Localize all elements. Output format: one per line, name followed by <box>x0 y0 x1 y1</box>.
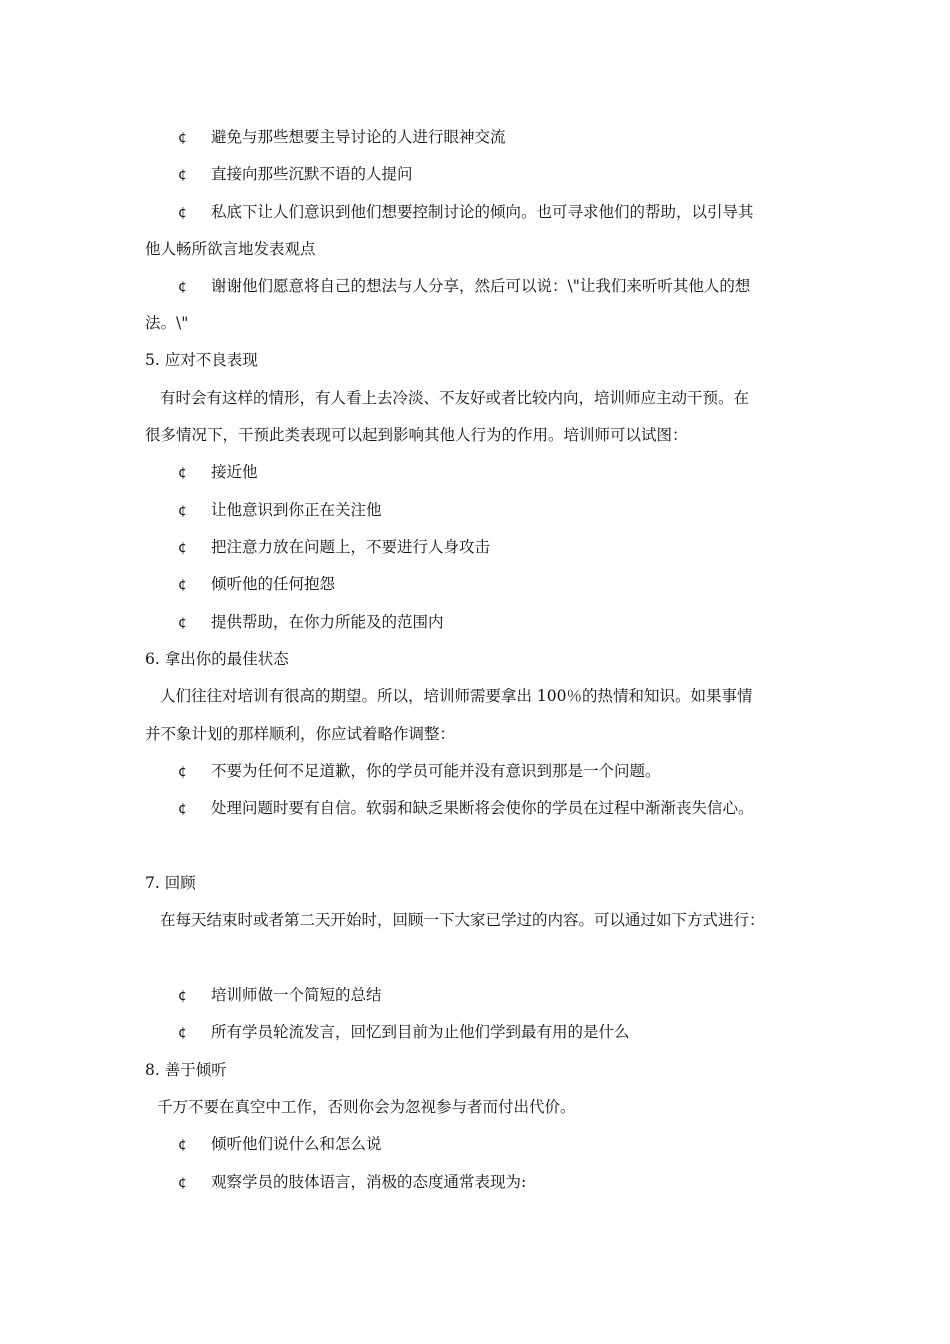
list-item <box>178 1172 526 1193</box>
list-item <box>178 500 382 521</box>
list-item-text: 直接向那些沉默不语的人提问 <box>211 165 413 183</box>
paragraph: 在每天结束时或者第二天开始时，回顾一下大家已学过的内容。可以通过如下方式进行： <box>160 911 765 929</box>
bullet-icon: ¢ <box>178 1137 187 1153</box>
list-item-text: 处理问题时要有自信。软弱和缺乏果断将会使你的学员在过程中渐渐丧失信心。 <box>211 799 754 817</box>
paragraph: 千万不要在真空中工作，否则你会为忽视参与者而付出代价。 <box>157 1098 576 1116</box>
list-item-continuation: 他人畅所欲言地发表观点 <box>145 240 316 258</box>
list-item-text: 把注意力放在问题上，不要进行人身攻击 <box>211 538 491 556</box>
bullet-icon: ¢ <box>178 279 187 295</box>
list-item-text: 谢谢他们愿意将自己的想法与人分享，然后可以说：\"让我们来听听其他人的想 <box>211 277 751 295</box>
section-heading-5: 5. 应对不良表现 <box>145 351 258 369</box>
list-item <box>178 798 754 819</box>
bullet-icon: ¢ <box>178 577 187 593</box>
bullet-icon: ¢ <box>178 1025 187 1041</box>
list-item <box>178 462 258 483</box>
bullet-icon: ¢ <box>178 503 187 519</box>
list-item-text: 让他意识到你正在关注他 <box>211 501 382 519</box>
bullet-icon: ¢ <box>178 801 187 817</box>
list-item-continuation: 法。\" <box>145 314 189 332</box>
bullet-icon: ¢ <box>178 988 187 1004</box>
list-item <box>178 164 413 185</box>
list-item <box>178 574 335 595</box>
bullet-icon: ¢ <box>178 167 187 183</box>
list-item <box>178 1134 382 1155</box>
list-item <box>178 537 490 558</box>
list-item-text: 私底下让人们意识到他们想要控制讨论的倾向。也可寻求他们的帮助，以引导其 <box>211 203 754 221</box>
bullet-icon: ¢ <box>178 465 187 481</box>
list-item-text: 倾听他们说什么和怎么说 <box>211 1135 382 1153</box>
bullet-icon: ¢ <box>178 540 187 556</box>
paragraph: 有时会有这样的情形，有人看上去冷淡、不友好或者比较内向，培训师应主动干预。在 <box>160 389 750 407</box>
list-item <box>178 127 506 148</box>
bullet-icon: ¢ <box>178 615 187 631</box>
list-item <box>178 985 382 1006</box>
bullet-icon: ¢ <box>178 764 187 780</box>
list-item <box>178 202 754 223</box>
list-item-text: 倾听他的任何抱怨 <box>211 575 336 593</box>
list-item-text: 不要为任何不足道歉，你的学员可能并没有意识到那是一个问题。 <box>211 762 661 780</box>
list-item <box>178 612 444 633</box>
section-heading-7: 7. 回顾 <box>145 874 196 892</box>
list-item <box>178 1022 630 1043</box>
list-item <box>178 761 661 782</box>
paragraph-continuation: 并不象计划的那样顺利，你应试着略作调整： <box>145 725 456 743</box>
list-item-text: 所有学员轮流发言，回忆到目前为止他们学到最有用的是什么 <box>211 1023 630 1041</box>
bullet-icon: ¢ <box>178 205 187 221</box>
list-item-text: 提供帮助，在你力所能及的范围内 <box>211 613 444 631</box>
list-item-text: 接近他 <box>211 463 258 481</box>
bullet-icon: ¢ <box>178 1175 187 1191</box>
bullet-icon: ¢ <box>178 130 187 146</box>
list-item-text: 观察学员的肢体语言，消极的态度通常表现为: <box>211 1173 527 1191</box>
list-item <box>178 276 750 297</box>
section-heading-6: 6. 拿出你的最佳状态 <box>145 650 289 668</box>
section-heading-8: 8. 善于倾听 <box>145 1061 227 1079</box>
paragraph-continuation: 很多情况下，干预此类表现可以起到影响其他人行为的作用。培训师可以试图： <box>145 426 688 444</box>
list-item-text: 培训师做一个简短的总结 <box>211 986 382 1004</box>
paragraph: 人们往往对培训有很高的期望。所以，培训师需要拿出 100％的热情和知识。如果事情 <box>160 687 753 705</box>
list-item-text: 避免与那些想要主导讨论的人进行眼神交流 <box>211 128 506 146</box>
